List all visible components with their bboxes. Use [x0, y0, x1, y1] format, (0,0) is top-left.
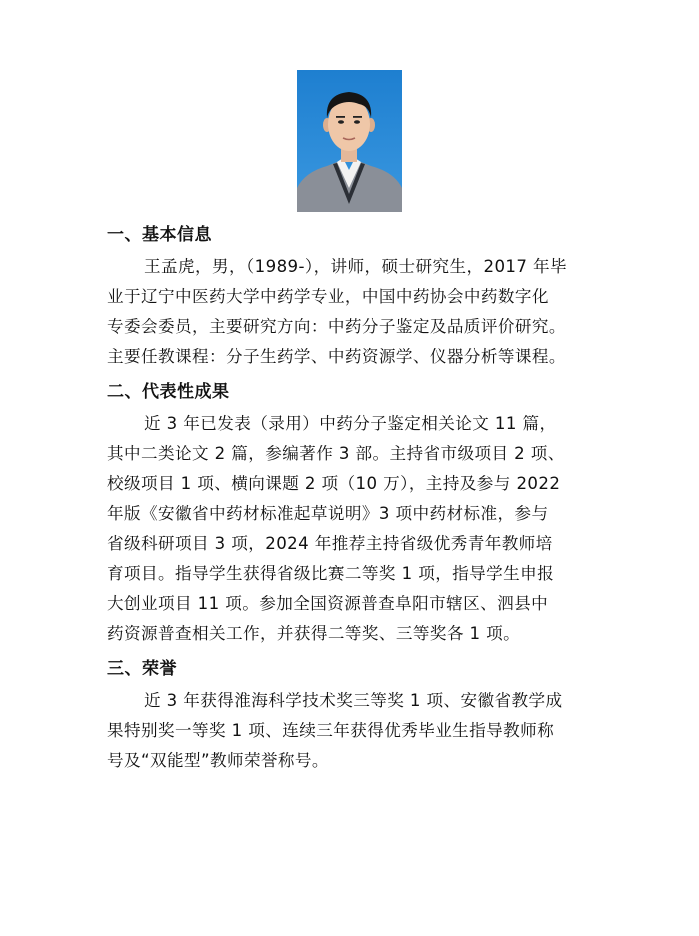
- paragraph-line: 近 3 年获得淮海科学技术奖三等奖 1 项、安徽省教学成: [144, 691, 563, 710]
- paragraph-line: 省级科研项目 3 项，2024 年推荐主持省级优秀青年教师培: [107, 534, 553, 553]
- paragraph-line: 近 3 年已发表（录用）中药分子鉴定相关论文 11 篇，: [144, 414, 557, 433]
- section-heading-honors: 三、荣誉: [107, 659, 177, 679]
- section-heading-achievements: 二、代表性成果: [107, 382, 230, 402]
- paragraph-line: 号及“双能型”教师荣誉称号。: [107, 751, 329, 770]
- paragraph-line: 校级项目 1 项、横向课题 2 项（10 万），主持及参与 2022: [107, 474, 561, 493]
- paragraph-line: 专委会委员，主要研究方向：中药分子鉴定及品质评价研究。: [107, 317, 566, 336]
- paragraph-line: 其中二类论文 2 篇，参编著作 3 部。主持省市级项目 2 项、: [107, 444, 565, 463]
- paragraph-line: 王孟虎，男，（1989-），讲师，硕士研究生，2017 年毕: [144, 257, 567, 276]
- paragraph-line: 业于辽宁中医药大学中药学专业，中国中药协会中药数字化: [107, 287, 549, 306]
- paragraph-line: 药资源普查相关工作，并获得二等奖、三等奖各 1 项。: [107, 624, 521, 643]
- paragraph-line: 果特别奖一等奖 1 项、连续三年获得优秀毕业生指导教师称: [107, 721, 555, 740]
- paragraph-line: 大创业项目 11 项。参加全国资源普查阜阳市辖区、泗县中: [107, 594, 549, 613]
- portrait-photo: [297, 70, 402, 212]
- document-body: [107, 218, 607, 776]
- section-heading-basic-info: 一、基本信息: [107, 225, 212, 245]
- paragraph-line: 主要任教课程：分子生药学、中药资源学、仪器分析等课程。: [107, 347, 566, 366]
- paragraph-line: 育项目。指导学生获得省级比赛二等奖 1 项，指导学生申报: [107, 564, 555, 583]
- paragraph-line: 年版《安徽省中药材标准起草说明》3 项中药材标准，参与: [107, 504, 549, 523]
